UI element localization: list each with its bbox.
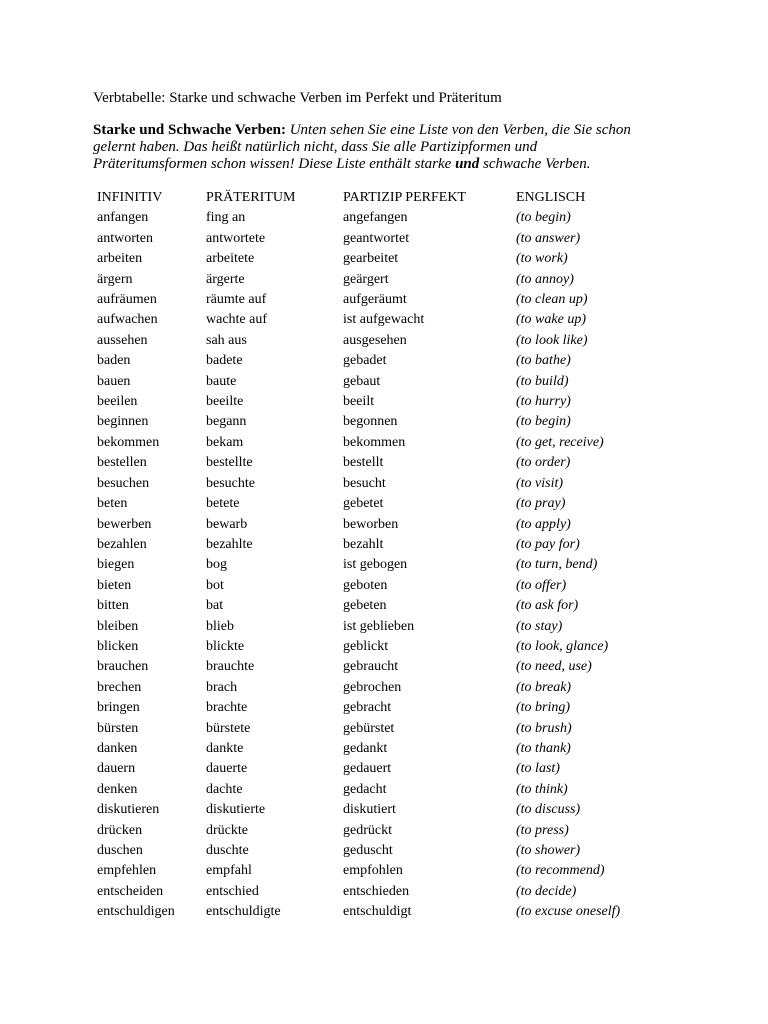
table-row bbox=[97, 433, 676, 453]
table-row bbox=[97, 270, 676, 290]
cell-partizip-perfekt: gebraucht bbox=[343, 659, 399, 675]
cell-partizip-perfekt: ausgesehen bbox=[343, 332, 407, 348]
cell-englisch: (to recommend) bbox=[516, 863, 605, 879]
cell-praeteritum: bezahlte bbox=[206, 536, 253, 552]
cell-englisch: (to pray) bbox=[516, 496, 566, 512]
header-englisch: ENGLISCH bbox=[516, 190, 586, 205]
cell-praeteritum: dauerte bbox=[206, 761, 248, 777]
cell-infinitiv: aussehen bbox=[97, 332, 148, 348]
document-page bbox=[93, 88, 693, 923]
cell-partizip-perfekt: entschuldigt bbox=[343, 904, 412, 920]
cell-infinitiv: danken bbox=[97, 740, 138, 756]
cell-partizip-perfekt: gebetet bbox=[343, 496, 384, 512]
cell-praeteritum: besuchte bbox=[206, 475, 255, 491]
cell-infinitiv: aufräumen bbox=[97, 292, 157, 308]
cell-praeteritum: blieb bbox=[206, 618, 234, 634]
document-title: Verbtabelle: Starke und schwache Verben im Perfekt und Präteritum bbox=[93, 90, 502, 106]
cell-praeteritum: dankte bbox=[206, 740, 244, 756]
cell-partizip-perfekt: gebadet bbox=[343, 353, 387, 369]
cell-partizip-perfekt: bekommen bbox=[343, 434, 406, 450]
cell-praeteritum: beeilte bbox=[206, 394, 244, 410]
cell-partizip-perfekt: gebürstet bbox=[343, 720, 395, 736]
header-infinitiv: INFINITIV bbox=[97, 190, 163, 205]
cell-infinitiv: bieten bbox=[97, 577, 132, 593]
table-row bbox=[97, 882, 676, 902]
cell-infinitiv: baden bbox=[97, 353, 131, 369]
cell-infinitiv: bitten bbox=[97, 598, 129, 614]
cell-praeteritum: bestellte bbox=[206, 455, 253, 471]
table-row bbox=[97, 576, 676, 596]
cell-infinitiv: entschuldigen bbox=[97, 904, 175, 920]
intro-body: Unten sehen Sie eine Liste von den Verben, die Sie schon gelernt haben. Das heißt natürlich nicht, dass Sie alle Partizipformen und Präteritumsformen schon wissen! Diese Liste enthält starke bbox=[93, 122, 631, 172]
cell-praeteritum: betete bbox=[206, 496, 240, 512]
cell-englisch: (to stay) bbox=[516, 618, 563, 634]
table-row bbox=[97, 372, 676, 392]
table-row bbox=[97, 229, 676, 249]
table-row bbox=[97, 902, 676, 922]
cell-infinitiv: brechen bbox=[97, 679, 142, 695]
cell-infinitiv: duschen bbox=[97, 843, 143, 858]
table-header-row bbox=[97, 188, 676, 208]
cell-partizip-perfekt: gedankt bbox=[343, 740, 388, 756]
cell-infinitiv: bleiben bbox=[97, 618, 139, 634]
cell-infinitiv: anfangen bbox=[97, 210, 149, 226]
intro-emphasis: und bbox=[455, 156, 480, 172]
cell-infinitiv: bezahlen bbox=[97, 536, 147, 552]
cell-praeteritum: begann bbox=[206, 414, 247, 430]
table-row bbox=[97, 698, 676, 718]
cell-infinitiv: ärgern bbox=[97, 271, 133, 287]
cell-englisch: (to begin) bbox=[516, 210, 571, 226]
table-row bbox=[97, 800, 676, 820]
intro-lead: Starke und Schwache Verben: bbox=[93, 122, 286, 138]
cell-praeteritum: ärgerte bbox=[206, 271, 245, 287]
table-row bbox=[97, 678, 676, 698]
cell-praeteritum: bog bbox=[206, 557, 227, 573]
cell-partizip-perfekt: ist geblieben bbox=[343, 618, 415, 634]
cell-partizip-perfekt: geantwortet bbox=[343, 230, 410, 246]
cell-infinitiv: drücken bbox=[97, 822, 143, 838]
cell-praeteritum: diskutierte bbox=[206, 802, 266, 818]
cell-englisch: (to need, use) bbox=[516, 659, 592, 675]
cell-infinitiv: bauen bbox=[97, 373, 131, 389]
cell-praeteritum: entschuldigte bbox=[206, 904, 281, 920]
cell-englisch: (to annoy) bbox=[516, 271, 574, 287]
table-row bbox=[97, 780, 676, 800]
cell-infinitiv: beeilen bbox=[97, 394, 138, 410]
table-row bbox=[97, 351, 676, 371]
cell-englisch: (to order) bbox=[516, 455, 571, 471]
table-row bbox=[97, 290, 676, 310]
table-row bbox=[97, 617, 676, 637]
cell-praeteritum: brauchte bbox=[206, 659, 255, 675]
cell-partizip-perfekt: gebracht bbox=[343, 700, 392, 716]
cell-englisch: (to build) bbox=[516, 373, 569, 389]
cell-partizip-perfekt: gedacht bbox=[343, 781, 387, 797]
table-row bbox=[97, 719, 676, 739]
cell-infinitiv: bekommen bbox=[97, 434, 160, 450]
cell-praeteritum: bekam bbox=[206, 434, 244, 450]
table-row bbox=[97, 392, 676, 412]
cell-partizip-perfekt: begonnen bbox=[343, 414, 398, 430]
table-row bbox=[97, 861, 676, 881]
header-praeteritum: PRÄTERITUM bbox=[206, 190, 296, 205]
cell-partizip-perfekt: gebeten bbox=[343, 598, 387, 614]
cell-partizip-perfekt: geärgert bbox=[343, 271, 389, 287]
cell-infinitiv: bürsten bbox=[97, 720, 139, 736]
cell-infinitiv: diskutieren bbox=[97, 802, 160, 818]
table-row bbox=[97, 249, 676, 269]
cell-praeteritum: antwortete bbox=[206, 230, 266, 246]
cell-englisch: (to excuse oneself) bbox=[516, 904, 621, 920]
cell-englisch: (to thank) bbox=[516, 740, 571, 756]
cell-partizip-perfekt: entschieden bbox=[343, 883, 410, 899]
cell-englisch: (to pay for) bbox=[516, 536, 580, 552]
table-row bbox=[97, 657, 676, 677]
cell-partizip-perfekt: geblickt bbox=[343, 638, 389, 654]
cell-praeteritum: bat bbox=[206, 598, 224, 614]
table-row bbox=[97, 596, 676, 616]
cell-englisch: (to look, glance) bbox=[516, 638, 609, 654]
cell-infinitiv: bringen bbox=[97, 700, 140, 716]
table-row bbox=[97, 494, 676, 514]
cell-englisch: (to apply) bbox=[516, 516, 571, 532]
header-partizip-perfekt: PARTIZIP PERFEKT bbox=[343, 190, 466, 205]
cell-englisch: (to bring) bbox=[516, 700, 571, 716]
cell-infinitiv: biegen bbox=[97, 557, 135, 573]
cell-englisch: (to bathe) bbox=[516, 353, 571, 369]
cell-englisch: (to answer) bbox=[516, 230, 581, 246]
cell-infinitiv: aufwachen bbox=[97, 312, 158, 328]
table-row bbox=[97, 453, 676, 473]
cell-infinitiv: bestellen bbox=[97, 455, 147, 471]
table-row bbox=[97, 412, 676, 432]
cell-partizip-perfekt: geduscht bbox=[343, 843, 393, 858]
cell-englisch: (to think) bbox=[516, 781, 568, 797]
cell-infinitiv: bewerben bbox=[97, 516, 152, 532]
verb-table-body bbox=[97, 208, 676, 922]
cell-englisch: (to offer) bbox=[516, 577, 567, 593]
cell-englisch: (to begin) bbox=[516, 414, 571, 430]
table-row bbox=[97, 208, 676, 228]
cell-praeteritum: wachte auf bbox=[206, 312, 268, 328]
cell-praeteritum: duschte bbox=[206, 843, 249, 858]
cell-praeteritum: baute bbox=[206, 373, 237, 389]
intro-tail: schwache Verben. bbox=[483, 156, 591, 172]
cell-infinitiv: dauern bbox=[97, 761, 136, 777]
cell-praeteritum: räumte auf bbox=[206, 292, 267, 308]
cell-englisch: (to turn, bend) bbox=[516, 557, 598, 573]
cell-partizip-perfekt: empfohlen bbox=[343, 863, 403, 879]
cell-partizip-perfekt: diskutiert bbox=[343, 802, 396, 818]
cell-englisch: (to clean up) bbox=[516, 292, 588, 308]
cell-praeteritum: sah aus bbox=[206, 332, 247, 348]
intro-paragraph bbox=[93, 122, 633, 173]
cell-praeteritum: empfahl bbox=[206, 863, 252, 879]
cell-partizip-perfekt: bezahlt bbox=[343, 536, 384, 552]
cell-praeteritum: blickte bbox=[206, 638, 245, 654]
cell-praeteritum: bürstete bbox=[206, 720, 251, 736]
cell-praeteritum: dachte bbox=[206, 781, 243, 797]
verb-table bbox=[97, 188, 676, 923]
cell-praeteritum: brachte bbox=[206, 700, 248, 716]
cell-infinitiv: blicken bbox=[97, 638, 139, 654]
cell-infinitiv: denken bbox=[97, 781, 138, 797]
cell-englisch: (to break) bbox=[516, 679, 572, 695]
table-row bbox=[97, 555, 676, 575]
cell-praeteritum: fing an bbox=[206, 210, 246, 226]
cell-infinitiv: antworten bbox=[97, 230, 153, 246]
cell-praeteritum: bot bbox=[206, 577, 224, 593]
table-row bbox=[97, 474, 676, 494]
table-row bbox=[97, 535, 676, 555]
cell-partizip-perfekt: gedrückt bbox=[343, 822, 392, 838]
table-row bbox=[97, 310, 676, 330]
cell-englisch: (to visit) bbox=[516, 475, 564, 491]
cell-partizip-perfekt: gebaut bbox=[343, 373, 381, 389]
cell-partizip-perfekt: besucht bbox=[343, 475, 386, 491]
cell-infinitiv: beten bbox=[97, 496, 128, 512]
cell-infinitiv: empfehlen bbox=[97, 863, 157, 879]
cell-praeteritum: bewarb bbox=[206, 516, 248, 532]
table-row bbox=[97, 637, 676, 657]
table-row bbox=[97, 759, 676, 779]
cell-praeteritum: drückte bbox=[206, 822, 248, 838]
table-row bbox=[97, 841, 676, 861]
cell-infinitiv: entscheiden bbox=[97, 883, 164, 899]
cell-englisch: (to get, receive) bbox=[516, 434, 604, 450]
cell-partizip-perfekt: gedauert bbox=[343, 761, 392, 777]
cell-infinitiv: brauchen bbox=[97, 659, 149, 675]
cell-praeteritum: badete bbox=[206, 353, 243, 369]
cell-partizip-perfekt: beworben bbox=[343, 516, 399, 532]
cell-englisch: (to work) bbox=[516, 251, 568, 267]
cell-praeteritum: entschied bbox=[206, 883, 259, 899]
cell-partizip-perfekt: gearbeitet bbox=[343, 251, 399, 267]
table-row bbox=[97, 515, 676, 535]
table-row bbox=[97, 821, 676, 841]
cell-praeteritum: brach bbox=[206, 679, 238, 695]
cell-englisch: (to brush) bbox=[516, 720, 572, 736]
cell-englisch: (to ask for) bbox=[516, 598, 579, 614]
cell-partizip-perfekt: geboten bbox=[343, 577, 388, 593]
cell-partizip-perfekt: angefangen bbox=[343, 210, 408, 226]
cell-partizip-perfekt: ist gebogen bbox=[343, 557, 408, 573]
cell-englisch: (to decide) bbox=[516, 883, 577, 899]
cell-partizip-perfekt: beeilt bbox=[343, 394, 375, 410]
cell-englisch: (to discuss) bbox=[516, 802, 581, 818]
cell-praeteritum: arbeitete bbox=[206, 251, 255, 267]
cell-partizip-perfekt: aufgeräumt bbox=[343, 292, 407, 308]
cell-partizip-perfekt: bestellt bbox=[343, 455, 384, 471]
cell-partizip-perfekt: gebrochen bbox=[343, 679, 402, 695]
table-row bbox=[97, 331, 676, 351]
cell-englisch: (to shower) bbox=[516, 843, 581, 858]
cell-partizip-perfekt: ist aufgewacht bbox=[343, 312, 425, 328]
table-row bbox=[97, 739, 676, 759]
cell-englisch: (to wake up) bbox=[516, 312, 586, 328]
cell-infinitiv: beginnen bbox=[97, 414, 149, 430]
cell-infinitiv: besuchen bbox=[97, 475, 150, 491]
cell-englisch: (to hurry) bbox=[516, 394, 571, 410]
cell-infinitiv: arbeiten bbox=[97, 251, 143, 267]
cell-englisch: (to press) bbox=[516, 822, 569, 838]
cell-englisch: (to last) bbox=[516, 761, 560, 777]
cell-englisch: (to look like) bbox=[516, 332, 588, 348]
